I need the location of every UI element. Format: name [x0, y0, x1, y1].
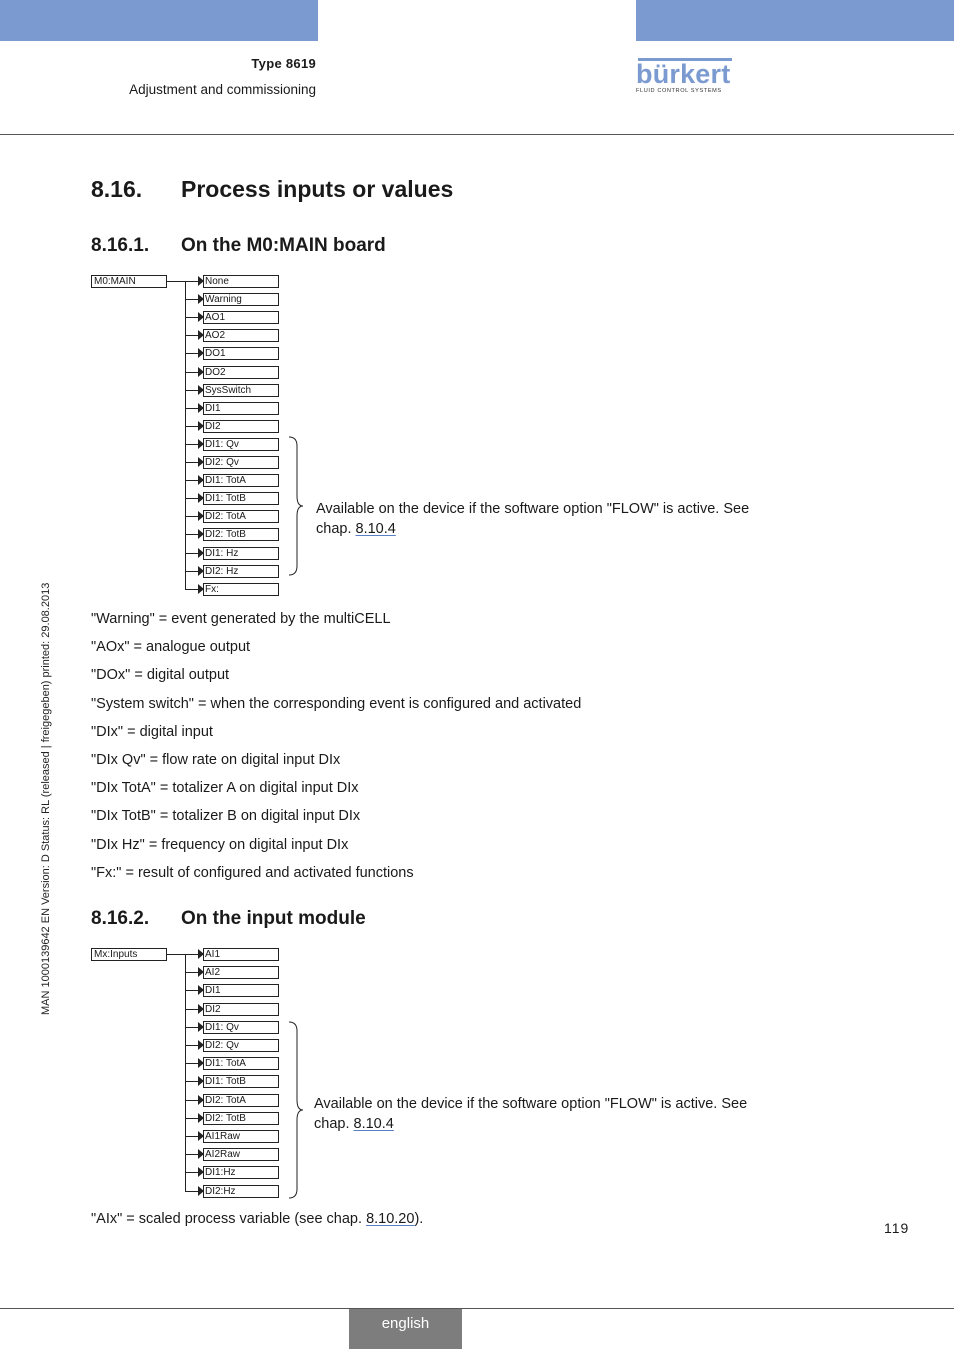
tree-item [185, 293, 280, 306]
tree-branch-line [185, 353, 199, 354]
tree-item [185, 1075, 280, 1088]
tree-branch-line [185, 408, 199, 409]
tree-branch-line [185, 516, 199, 517]
tree-item-label: DI1: TotB [203, 1075, 279, 1088]
tree-branch-line [185, 299, 199, 300]
tree-branch-line [185, 1009, 199, 1010]
tree-item [185, 1166, 280, 1179]
footnote-text-end: ). [414, 1211, 424, 1227]
tree-item-label: DI1: TotA [203, 474, 279, 487]
tree-branch-line [185, 317, 199, 318]
flow-option-note-module [314, 1094, 784, 1134]
tree-branch-line [185, 1063, 199, 1064]
legend-entry: "DOx" = digital output [91, 667, 230, 684]
tree-branch-line [185, 1136, 199, 1137]
tree-item [185, 510, 280, 523]
tree-branch-line [185, 1118, 199, 1119]
tree-item-label: AO2 [203, 329, 279, 342]
tree-item-label: DI2:Hz [203, 1185, 279, 1198]
tree-item-label: DI2: TotA [203, 1094, 279, 1107]
tree-branch-line [185, 390, 199, 391]
tree-item [185, 329, 280, 342]
tree-item [185, 1148, 280, 1161]
tree-branch-line [185, 281, 199, 282]
tree-item-label: DI1 [203, 402, 279, 415]
tree-item [185, 984, 280, 997]
logo-tagline: FLUID CONTROL SYSTEMS [636, 88, 722, 94]
tree-item-label: Fx: [203, 583, 279, 596]
tree-item-label: DI2 [203, 1003, 279, 1016]
tree-item [185, 366, 280, 379]
subsection-heading-main-board [91, 235, 386, 257]
tree-item-label: DO2 [203, 366, 279, 379]
tree-item [185, 565, 280, 578]
tree-item-label: None [203, 275, 279, 288]
tree-item-label: DI1: Qv [203, 438, 279, 451]
tree-item [185, 1057, 280, 1070]
tree-item [185, 275, 280, 288]
chapter-link-8-10-20[interactable]: 8.10.20 [366, 1211, 415, 1227]
tree-item [185, 1021, 280, 1034]
tree-item [185, 1130, 280, 1143]
chapter-link-8-10-4[interactable]: 8.10.4 [353, 1116, 394, 1132]
legend-entry: "Fx:" = result of configured and activated functions [91, 864, 414, 881]
tree-item [185, 347, 280, 360]
document-metadata-vertical: MAN 1000139642 EN Version: D Status: RL (released | freigegeben) printed: 29.08.2013 [40, 582, 52, 1015]
header-band-right [636, 0, 954, 41]
page-number: 119 [884, 1220, 910, 1236]
tree-root: Mx:Inputs [91, 948, 167, 961]
legend-entry: "DIx TotA" = totalizer A on digital input DIx [91, 780, 359, 797]
tree-item [185, 1185, 280, 1198]
tree-item-label: DI2: Hz [203, 565, 279, 578]
tree-item-label: DI1 [203, 984, 279, 997]
ai-footnote [91, 1211, 423, 1227]
tree-item [185, 1003, 280, 1016]
tree-item [185, 456, 280, 469]
tree-branch-line [185, 1172, 199, 1173]
tree-branch-line [185, 534, 199, 535]
tree-item [185, 528, 280, 541]
tree-branch-line [185, 335, 199, 336]
tree-item [185, 474, 280, 487]
tree-branch-line [185, 589, 199, 590]
brace-flow-items-main [287, 436, 305, 576]
tree-item [185, 948, 280, 961]
tree-branch-line [185, 1154, 199, 1155]
legend-entry: "DIx TotB" = totalizer B on digital input DIx [91, 808, 361, 825]
tree-item [185, 1112, 280, 1125]
legend-entry: "DIx" = digital input [91, 723, 213, 740]
tree-item-label: AI2Raw [203, 1148, 279, 1161]
document-type: Type 8619 [251, 56, 316, 71]
section-number: 8.16. [91, 176, 143, 202]
tree-item-label: DI2: Qv [203, 456, 279, 469]
subsection-number: 8.16.1. [91, 235, 150, 256]
tree-item-label: DI2: TotA [203, 510, 279, 523]
tree-branch-line [185, 1100, 199, 1101]
tree-branch-line [185, 498, 199, 499]
legend-entry: "AOx" = analogue output [91, 639, 251, 656]
tree-item-label: AI2 [203, 966, 279, 979]
tree-item-label: DI1: Qv [203, 1021, 279, 1034]
tree-connector [185, 281, 186, 589]
tree-item [185, 420, 280, 433]
logo-wordmark: bürkert [636, 59, 731, 89]
section-heading [91, 176, 453, 203]
tree-item-label: DI2: TotB [203, 1112, 279, 1125]
legend-entry: "DIx Qv" = flow rate on digital input DIx [91, 752, 341, 768]
legend-entry: "Warning" = event generated by the multiCELL [91, 611, 391, 627]
note-text: Available on the device if the software option "FLOW" is active. See chap. [316, 501, 750, 537]
tree-branch-line [185, 372, 199, 373]
tree-item [185, 438, 280, 451]
tree-item-label: DI1: TotB [203, 492, 279, 505]
burkert-logo [636, 58, 736, 98]
tree-root: M0:MAIN [91, 275, 167, 288]
subsection-title: On the M0:MAIN board [181, 235, 386, 256]
legend-entry: "DIx Hz" = frequency on digital input DIx [91, 836, 349, 853]
tree-branch-line [185, 444, 199, 445]
tree-branch-line [185, 462, 199, 463]
tree-branch-line [185, 1081, 199, 1082]
subsection-number: 8.16.2. [91, 908, 150, 929]
tree-item-label: DI2 [203, 420, 279, 433]
tree-item-label: Warning [203, 293, 279, 306]
tree-item-label: AI1Raw [203, 1130, 279, 1143]
brace-flow-items-module [287, 1021, 305, 1199]
language-tab[interactable]: english [349, 1309, 462, 1349]
tree-item [185, 311, 280, 324]
tree-item [185, 547, 280, 560]
footnote-text: "AIx" = scaled process variable (see chap. [91, 1211, 367, 1227]
tree-root-connector [167, 281, 185, 282]
legend-entry: "System switch" = when the corresponding event is configured and activated [91, 695, 582, 712]
tree-item [185, 966, 280, 979]
header-divider [0, 134, 954, 135]
tree-item [185, 384, 280, 397]
subsection-title: On the input module [181, 908, 366, 929]
note-text: Available on the device if the software option "FLOW" is active. See chap. [314, 1096, 748, 1132]
tree-branch-line [185, 1191, 199, 1192]
tree-branch-line [185, 954, 199, 955]
tree-item-label: DI1: TotA [203, 1057, 279, 1070]
subsection-heading-input-module [91, 908, 366, 930]
tree-branch-line [185, 480, 199, 481]
tree-branch-line [185, 571, 199, 572]
flow-option-note-main [316, 499, 786, 539]
tree-item-label: DI2: TotB [203, 528, 279, 541]
tree-branch-line [185, 426, 199, 427]
tree-item-label: DI2: Qv [203, 1039, 279, 1052]
tree-item [185, 492, 280, 505]
tree-item [185, 583, 280, 596]
tree-item [185, 1039, 280, 1052]
tree-item [185, 402, 280, 415]
tree-item [185, 1094, 280, 1107]
tree-branch-line [185, 553, 199, 554]
tree-item-label: DI1:Hz [203, 1166, 279, 1179]
footer-divider [0, 1308, 954, 1309]
document-chapter-title: Adjustment and commissioning [129, 82, 316, 97]
tree-item-label: AO1 [203, 311, 279, 324]
tree-item-label: DI1: Hz [203, 547, 279, 560]
tree-item-label: AI1 [203, 948, 279, 961]
header-band-left [0, 0, 318, 41]
tree-branch-line [185, 972, 199, 973]
tree-branch-line [185, 1045, 199, 1046]
tree-item-label: DO1 [203, 347, 279, 360]
section-title: Process inputs or values [181, 176, 454, 202]
tree-branch-line [185, 990, 199, 991]
tree-item-label: SysSwitch [203, 384, 279, 397]
tree-branch-line [185, 1027, 199, 1028]
tree-root-connector [167, 954, 185, 955]
chapter-link-8-10-4[interactable]: 8.10.4 [355, 521, 396, 537]
